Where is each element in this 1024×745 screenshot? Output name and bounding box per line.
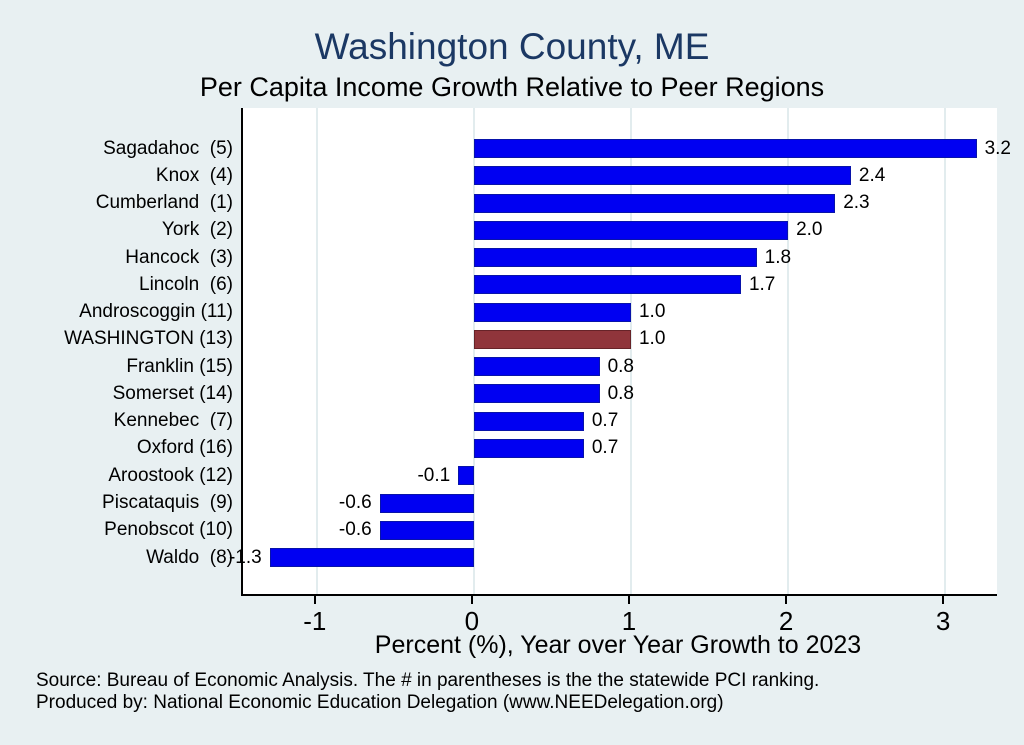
chart-title: Washington County, ME (314, 26, 710, 67)
bar-value-label: -0.6 (338, 492, 372, 513)
bar (474, 166, 851, 185)
category-label: Hancock (3) (125, 246, 233, 268)
category-label: Somerset (14) (112, 382, 233, 404)
bar-value-label: 0.8 (607, 355, 634, 377)
bar-value-label: 3.2 (984, 137, 1011, 159)
bar (474, 384, 600, 403)
bar-value-label: 1.0 (638, 301, 666, 323)
bar-value-label: 0.7 (591, 437, 619, 459)
category-label: Waldo (8) (146, 546, 233, 568)
bar-value-label: 1.0 (638, 328, 666, 350)
bar (474, 139, 977, 158)
bar (380, 521, 474, 540)
bar-highlight (474, 330, 631, 349)
x-tick-label: 3 (935, 606, 951, 636)
bar (474, 221, 788, 240)
x-tick-mark (471, 596, 473, 604)
bar (270, 548, 474, 567)
x-axis-title: Percent (%), Year over Year Growth to 2023 (374, 631, 862, 659)
bar-value-label: -1.3 (228, 546, 262, 568)
x-tick-label: -1 (303, 606, 327, 636)
category-label: Cumberland (1) (95, 192, 233, 214)
category-label: Lincoln (6) (139, 273, 233, 295)
category-label: Androscoggin (11) (79, 301, 233, 323)
bar-value-label: 2.3 (843, 192, 870, 214)
category-label: Oxford (16) (136, 437, 233, 459)
chart-subtitle: Per Capita Income Growth Relative to Peer Regions (199, 72, 825, 102)
bar (474, 275, 741, 294)
x-tick-mark (785, 596, 787, 604)
x-tick-mark (314, 596, 316, 604)
gridline-x--1 (316, 108, 318, 594)
bar (474, 412, 584, 431)
x-tick-label: 2 (778, 606, 794, 636)
x-tick-mark (942, 596, 944, 604)
bar (474, 303, 631, 322)
bar-value-label: 0.7 (591, 410, 619, 432)
category-label: Piscataquis (9) (102, 492, 233, 513)
x-tick-label: 1 (621, 606, 637, 636)
category-label: Knox (4) (155, 164, 233, 186)
bar-value-label: 2.4 (858, 164, 886, 186)
bar (474, 439, 584, 458)
bar-value-label: -0.6 (338, 519, 372, 541)
bar (474, 248, 757, 267)
category-label: Sagadahoc (5) (103, 137, 233, 159)
bar (380, 494, 474, 513)
category-label: Franklin (15) (126, 355, 233, 377)
bar (458, 466, 474, 485)
category-label: York (2) (161, 219, 233, 241)
bar-value-label: 2.0 (796, 219, 823, 241)
category-label: Aroostook (12) (108, 464, 233, 486)
produced-by-note: Produced by: National Economic Education Delegation (www.NEEDelegation.org) (36, 692, 724, 713)
category-label: WASHINGTON (13) (64, 328, 233, 350)
source-note: Source: Bureau of Economic Analysis. The # in parentheses is the the statewide PCI ranking. (36, 670, 820, 691)
bar-value-label: -0.1 (417, 464, 451, 486)
bar-value-label: 1.7 (748, 273, 776, 295)
plot-area (228, 108, 1011, 596)
bar-value-label: 1.8 (764, 246, 792, 268)
x-tick-label: 0 (464, 606, 480, 636)
gridline-x-3 (944, 108, 946, 594)
category-label: Penobscot (10) (104, 519, 233, 541)
x-tick-mark (628, 596, 630, 604)
bar (474, 357, 600, 376)
bar-value-label: 0.8 (607, 382, 634, 404)
category-label: Kennebec (7) (113, 410, 233, 432)
bar (474, 194, 835, 213)
